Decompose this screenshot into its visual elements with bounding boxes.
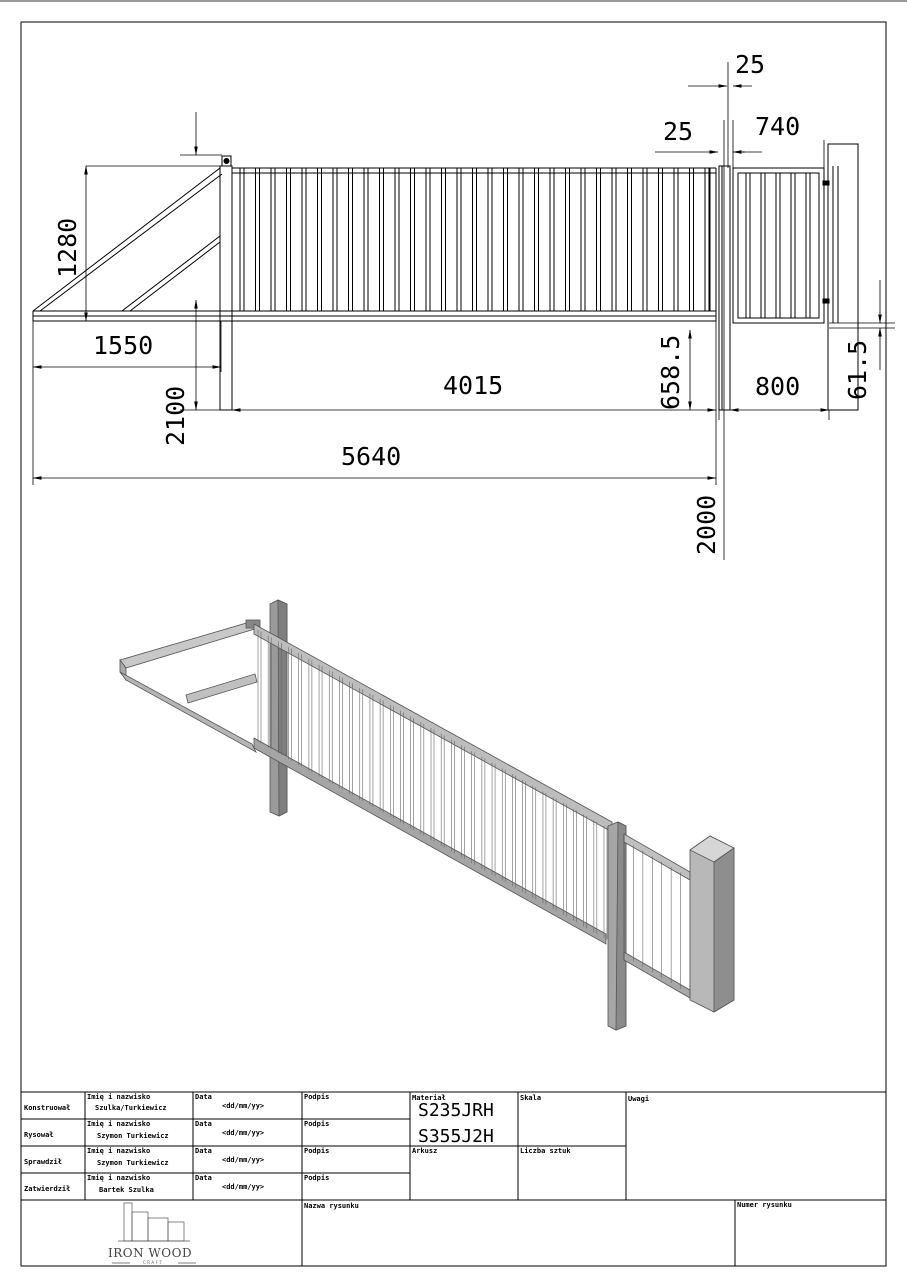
tb-name-label-4: Imię i nazwisko — [87, 1174, 151, 1182]
tb-role-3: Sprawdził — [24, 1158, 62, 1166]
tb-name-2: Szymon Turkiewicz — [97, 1132, 169, 1140]
tb-date-label-1: Data — [195, 1093, 212, 1101]
wicket-bars — [746, 173, 810, 318]
tb-date-2: <dd/mm/yy> — [222, 1129, 265, 1137]
tb-quantity-label: Liczba sztuk — [520, 1147, 571, 1155]
tb-date-4: <dd/mm/yy> — [222, 1183, 265, 1191]
dim-1280: 1280 — [53, 217, 82, 278]
tb-date-1: <dd/mm/yy> — [222, 1102, 265, 1110]
drawing-frame — [21, 22, 886, 1266]
tb-material-label: Materiał — [412, 1094, 446, 1102]
dim-658-5: 658.5 — [656, 334, 685, 410]
dim-61-5: 61.5 — [843, 339, 872, 400]
tb-name-1: Szulka/Turkiewicz — [95, 1104, 167, 1112]
tb-material-1: S235JRH — [418, 1100, 494, 1121]
tb-role-1: Konstruował — [24, 1104, 71, 1112]
tb-sign-label-3: Podpis — [304, 1147, 330, 1155]
tb-name-label-2: Imię i nazwisko — [87, 1120, 151, 1128]
dim-4015: 4015 — [443, 371, 504, 400]
dim-25-top: 25 — [735, 50, 766, 79]
tb-role-2: Rysował — [24, 1131, 54, 1139]
gate-isometric-view — [120, 600, 734, 1030]
dim-2100: 2100 — [161, 385, 190, 446]
tb-date-label-4: Data — [195, 1174, 212, 1182]
tb-sheet-label: Arkusz — [412, 1147, 438, 1155]
tb-drawing-number-label: Numer rysunku — [737, 1201, 792, 1209]
tb-sign-label-2: Podpis — [304, 1120, 330, 1128]
tb-role-4: Zatwierdził — [24, 1185, 71, 1193]
dim-740: 740 — [755, 112, 801, 141]
dim-2000: 2000 — [692, 494, 721, 555]
tb-date-label-3: Data — [195, 1147, 212, 1155]
tb-sign-label-4: Podpis — [304, 1174, 330, 1182]
tb-sign-label-1: Podpis — [304, 1093, 330, 1101]
tb-name-label-3: Imię i nazwisko — [87, 1147, 151, 1155]
tb-notes-label: Uwagi — [628, 1095, 650, 1103]
dim-1550: 1550 — [93, 331, 154, 360]
dim-5640: 5640 — [341, 442, 402, 471]
tb-date-label-2: Data — [195, 1120, 212, 1128]
dim-25: 25 — [663, 117, 694, 146]
tb-drawing-name-label: Nazwa rysunku — [304, 1202, 359, 1210]
gate-bars — [240, 168, 709, 311]
tb-name-label-1: Imię i nazwisko — [87, 1093, 151, 1101]
tb-material-2: S355J2H — [418, 1126, 494, 1147]
tb-date-3: <dd/mm/yy> — [222, 1156, 265, 1164]
logo-subtext: CRAFT — [143, 1260, 164, 1265]
tb-name-4: Bartek Szulka — [99, 1186, 154, 1194]
dim-800: 800 — [755, 372, 801, 401]
tb-scale-label: Skala — [520, 1094, 542, 1102]
logo-text: IRON WOOD — [108, 1246, 193, 1260]
tb-name-3: Szymon Turkiewicz — [97, 1159, 169, 1167]
